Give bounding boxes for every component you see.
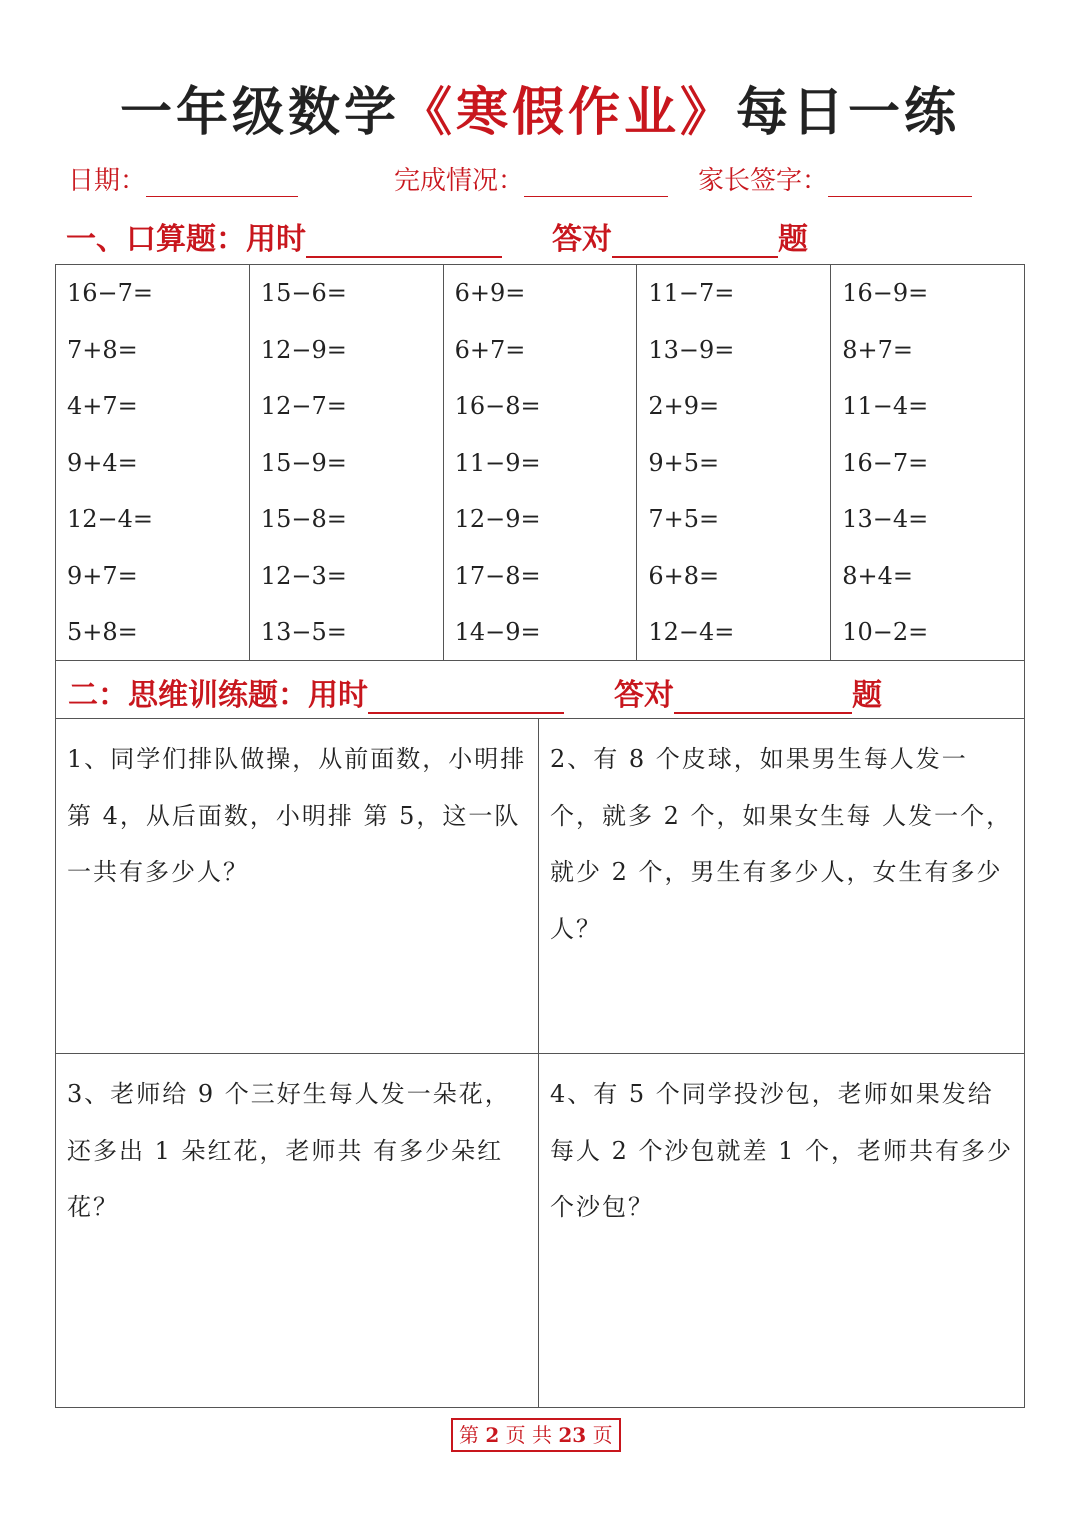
date-label: 日期： <box>68 166 147 196</box>
problem-3: 3、老师给 9 个三好生每人发一朵花，还多出 1 朵红花，老师共 有多少朵红花？ <box>56 1054 539 1407</box>
equation: 6+8= <box>648 561 720 590</box>
equation: 9+5= <box>648 448 720 477</box>
equation: 13−4= <box>842 505 929 533</box>
equation: 15−9= <box>260 448 347 477</box>
problem-4: 4、有 5 个同学投沙包，老师如果发给每人 2 个沙包就差 1 个，老师共有多少个沙包？ <box>550 1080 1014 1221</box>
parent-label: 家长签字： <box>698 166 829 196</box>
grid-column <box>831 265 1024 660</box>
equation: 6+7= <box>454 335 526 364</box>
title-prefix: 一年级数学 <box>119 83 400 143</box>
section2-label-row <box>68 670 882 714</box>
equation: 5+8= <box>67 618 138 646</box>
equation: 16−7= <box>842 448 929 477</box>
equation: 9+4= <box>67 448 138 477</box>
section1-time-blank[interactable] <box>306 224 502 258</box>
grid-column <box>250 265 444 660</box>
equation: 12−4= <box>648 618 735 646</box>
equation: 9+7= <box>67 561 138 590</box>
parent-signature-blank[interactable] <box>828 170 972 197</box>
grid-column <box>56 265 250 660</box>
completion-field[interactable] <box>394 160 668 197</box>
equation: 11−7= <box>648 279 735 307</box>
equation: 16−7= <box>67 279 154 307</box>
section1-label: 一、口算题：用时 <box>66 222 306 257</box>
equation: 7+5= <box>648 505 720 533</box>
title-highlight: 《寒假作业》 <box>399 83 736 143</box>
equation: 2+9= <box>648 392 720 420</box>
page-number-footer <box>451 1418 621 1452</box>
problem-2: 2、有 8 个皮球，如果男生每人发一个，就多 2 个，如果女生每 人发一个，就少 2 个，男生有多少人，女生有多少人？ <box>539 719 1024 1054</box>
equation: 16−8= <box>454 392 541 420</box>
footer-pre: 第 <box>459 1423 479 1447</box>
equation: 7+8= <box>67 335 138 364</box>
completion-label: 完成情况： <box>394 166 525 196</box>
date-field[interactable] <box>68 160 298 197</box>
equation: 4+7= <box>67 392 138 420</box>
equation: 16−9= <box>842 279 929 307</box>
equation: 11−4= <box>842 392 929 420</box>
page-title <box>0 70 1080 145</box>
problem-1: 1、同学们排队做操，从前面数，小明排第 4，从后面数，小明排 第 5，这一队一共有多少人？ <box>56 719 539 1054</box>
equation: 17−8= <box>454 561 541 590</box>
section2-correct-label: 答对 <box>614 678 674 713</box>
problem-grid <box>55 718 1025 1408</box>
section1-unit: 题 <box>778 222 808 257</box>
footer-total: 23 <box>558 1423 587 1447</box>
section1-correct-blank[interactable] <box>612 224 778 258</box>
date-blank[interactable] <box>146 170 298 197</box>
equation: 12−7= <box>260 392 347 420</box>
equation: 8+4= <box>842 561 913 590</box>
equation: 11−9= <box>454 448 541 477</box>
section2-label: 二：思维训练题：用时 <box>68 678 368 713</box>
footer-page: 2 <box>485 1423 500 1447</box>
completion-blank[interactable] <box>524 170 668 197</box>
equation: 14−9= <box>454 618 541 646</box>
footer-post: 页 <box>592 1423 613 1447</box>
section2-unit: 题 <box>852 678 882 713</box>
equation: 10−2= <box>842 618 929 646</box>
title-suffix: 每日一练 <box>736 83 961 143</box>
equation: 12−3= <box>260 561 347 590</box>
equation: 15−6= <box>260 279 347 307</box>
equation: 12−9= <box>260 335 347 364</box>
parent-signature-field[interactable] <box>698 160 972 197</box>
section2-header <box>55 660 1025 719</box>
equation: 13−9= <box>648 335 735 364</box>
equation: 8+7= <box>842 335 913 364</box>
section2-time-blank[interactable] <box>368 680 564 714</box>
oral-calculation-grid <box>55 264 1025 661</box>
equation: 13−5= <box>260 618 347 646</box>
equation: 12−9= <box>454 505 541 533</box>
footer-mid: 页 共 <box>505 1423 552 1447</box>
grid-column <box>444 265 638 660</box>
equation: 6+9= <box>454 279 526 307</box>
section1-correct-label: 答对 <box>552 222 612 257</box>
section1-header <box>66 214 808 258</box>
equation: 15−8= <box>260 505 347 533</box>
grid-column <box>637 265 831 660</box>
equation: 12−4= <box>67 505 154 533</box>
section2-correct-blank[interactable] <box>674 680 852 714</box>
